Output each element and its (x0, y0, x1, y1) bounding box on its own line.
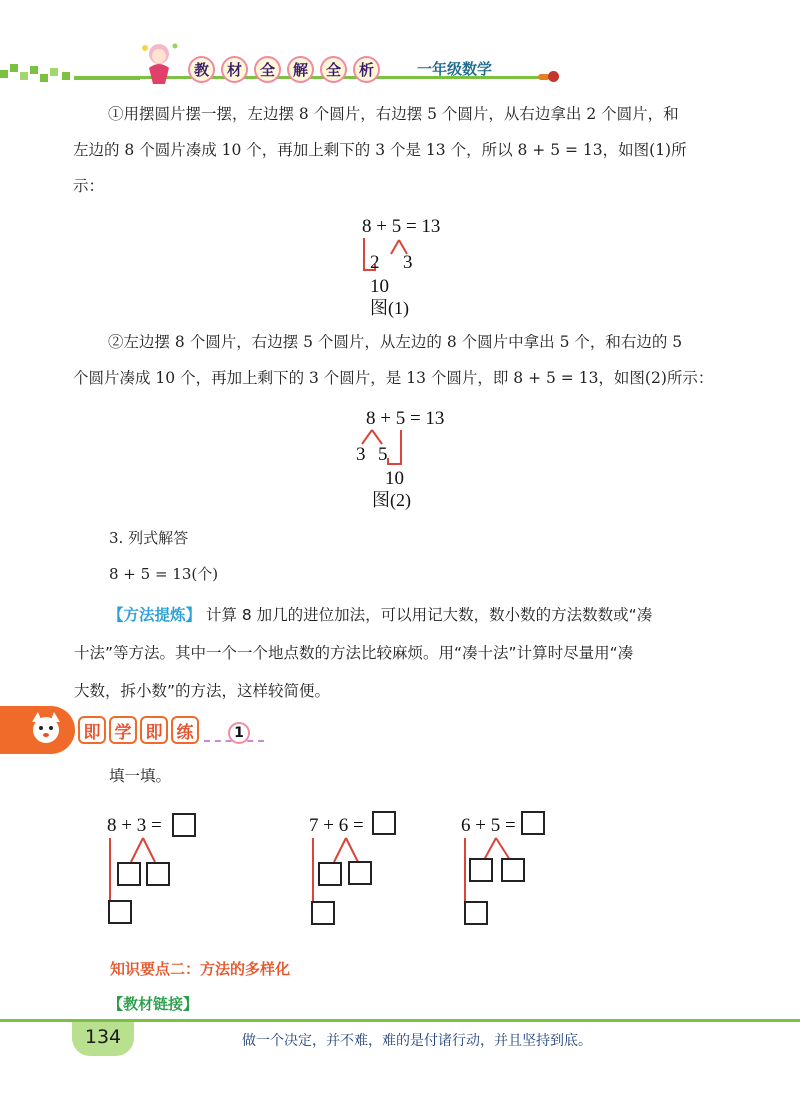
answer-box[interactable] (108, 900, 132, 924)
fig1-split-right: 3 (403, 252, 413, 273)
answer-box[interactable] (372, 811, 396, 835)
grade-label: 一年级数学 (417, 60, 493, 78)
answer-box[interactable] (348, 861, 372, 885)
answer-box[interactable] (464, 901, 488, 925)
answer-box[interactable] (117, 862, 141, 886)
header-rule-ball-icon (548, 71, 559, 82)
header-title (188, 56, 380, 83)
method-summary-line: 计算 8 加几的进位加法，可以用记大数，数小数的方法数数或“凑 (205, 606, 653, 624)
cat-mascot-icon (28, 712, 64, 746)
fig1-diagram (355, 232, 425, 292)
method1-line: 示： (73, 177, 105, 195)
answer-box[interactable] (172, 813, 196, 837)
method-summary-line: 大数，拆小数”的方法，这样较简便。 (74, 682, 331, 700)
header-title-char: 解 (287, 56, 314, 83)
knowledge-point-heading: 知识要点二：方法的多样化 (110, 960, 291, 978)
header-title-char: 全 (254, 56, 281, 83)
exercise-instruction: 填一填。 (109, 767, 172, 785)
answer-box[interactable] (318, 862, 342, 886)
section-title-char: 练 (171, 716, 199, 744)
header-title-char: 全 (320, 56, 347, 83)
answer-heading: 3. 列式解答 (109, 529, 189, 547)
method-summary-line: 十法”等方法。其中一个一个地点数的方法比较麻烦。用“凑十法”计算时尽量用“凑 (74, 644, 634, 662)
exercise-equation: 8 + 3 = (107, 815, 162, 836)
section-title-char: 即 (140, 716, 168, 744)
answer-box[interactable] (501, 858, 525, 882)
answer-result: 8 + 5 = 13(个) (109, 565, 219, 583)
header-title-char: 材 (221, 56, 248, 83)
exercise-equation: 7 + 6 = (309, 815, 364, 836)
fig2-split-right: 5 (378, 444, 388, 465)
textbook-link-label: 【教材链接】 (108, 995, 199, 1013)
fig2-equation: 8 + 5 = 13 (366, 408, 445, 429)
header-title-char: 教 (188, 56, 215, 83)
method1-line: ①用摆圆片摆一摆，左边摆 8 个圆片，右边摆 5 个圆片，从右边拿出 2 个圆片，和 (108, 105, 679, 123)
fig1-equation: 8 + 5 = 13 (362, 216, 441, 237)
method2-line: ②左边摆 8 个圆片，右边摆 5 个圆片，从左边的 8 个圆片中拿出 5 个，和右边的 5 (108, 333, 683, 351)
method2-paragraph (73, 324, 723, 396)
section-title-char: 即 (78, 716, 106, 744)
answer-box[interactable] (146, 862, 170, 886)
exercise-equation: 6 + 5 = (461, 815, 516, 836)
page-number: 134 (84, 1026, 122, 1048)
fig1-split-left: 2 (370, 252, 380, 273)
header-pixel-decoration (0, 62, 140, 84)
fig2-caption: 图(2) (372, 490, 411, 510)
method2-line: 个圆片凑成 10 个，再加上剩下的 3 个圆片，是 13 个圆片，即 8 + 5 = 13，如图(2)所示： (73, 369, 714, 387)
section-title (78, 716, 199, 744)
method1-paragraph (73, 96, 723, 204)
fig2-split-left: 3 (356, 444, 366, 465)
footer-motto: 做一个决定，并不难，难的是付诸行动，并且坚持到底。 (242, 1033, 592, 1049)
header-title-char: 析 (353, 56, 380, 83)
answer-box[interactable] (469, 858, 493, 882)
method-summary-label: 【方法提炼】 (108, 606, 202, 624)
method1-line: 左边的 8 个圆片凑成 10 个，再加上剩下的 3 个是 13 个，所以 8 + 5 = 13，如图(1)所 (73, 141, 687, 159)
method-summary (74, 596, 734, 710)
fig2-ten: 10 (385, 468, 404, 489)
answer-box[interactable] (311, 901, 335, 925)
fig1-caption: 图(1) (370, 298, 409, 318)
answer-box[interactable] (521, 811, 545, 835)
section-title-char: 学 (109, 716, 137, 744)
fairy-mascot-icon (135, 38, 183, 86)
fig1-ten: 10 (370, 276, 389, 297)
section-number-badge: 1 (228, 722, 250, 744)
